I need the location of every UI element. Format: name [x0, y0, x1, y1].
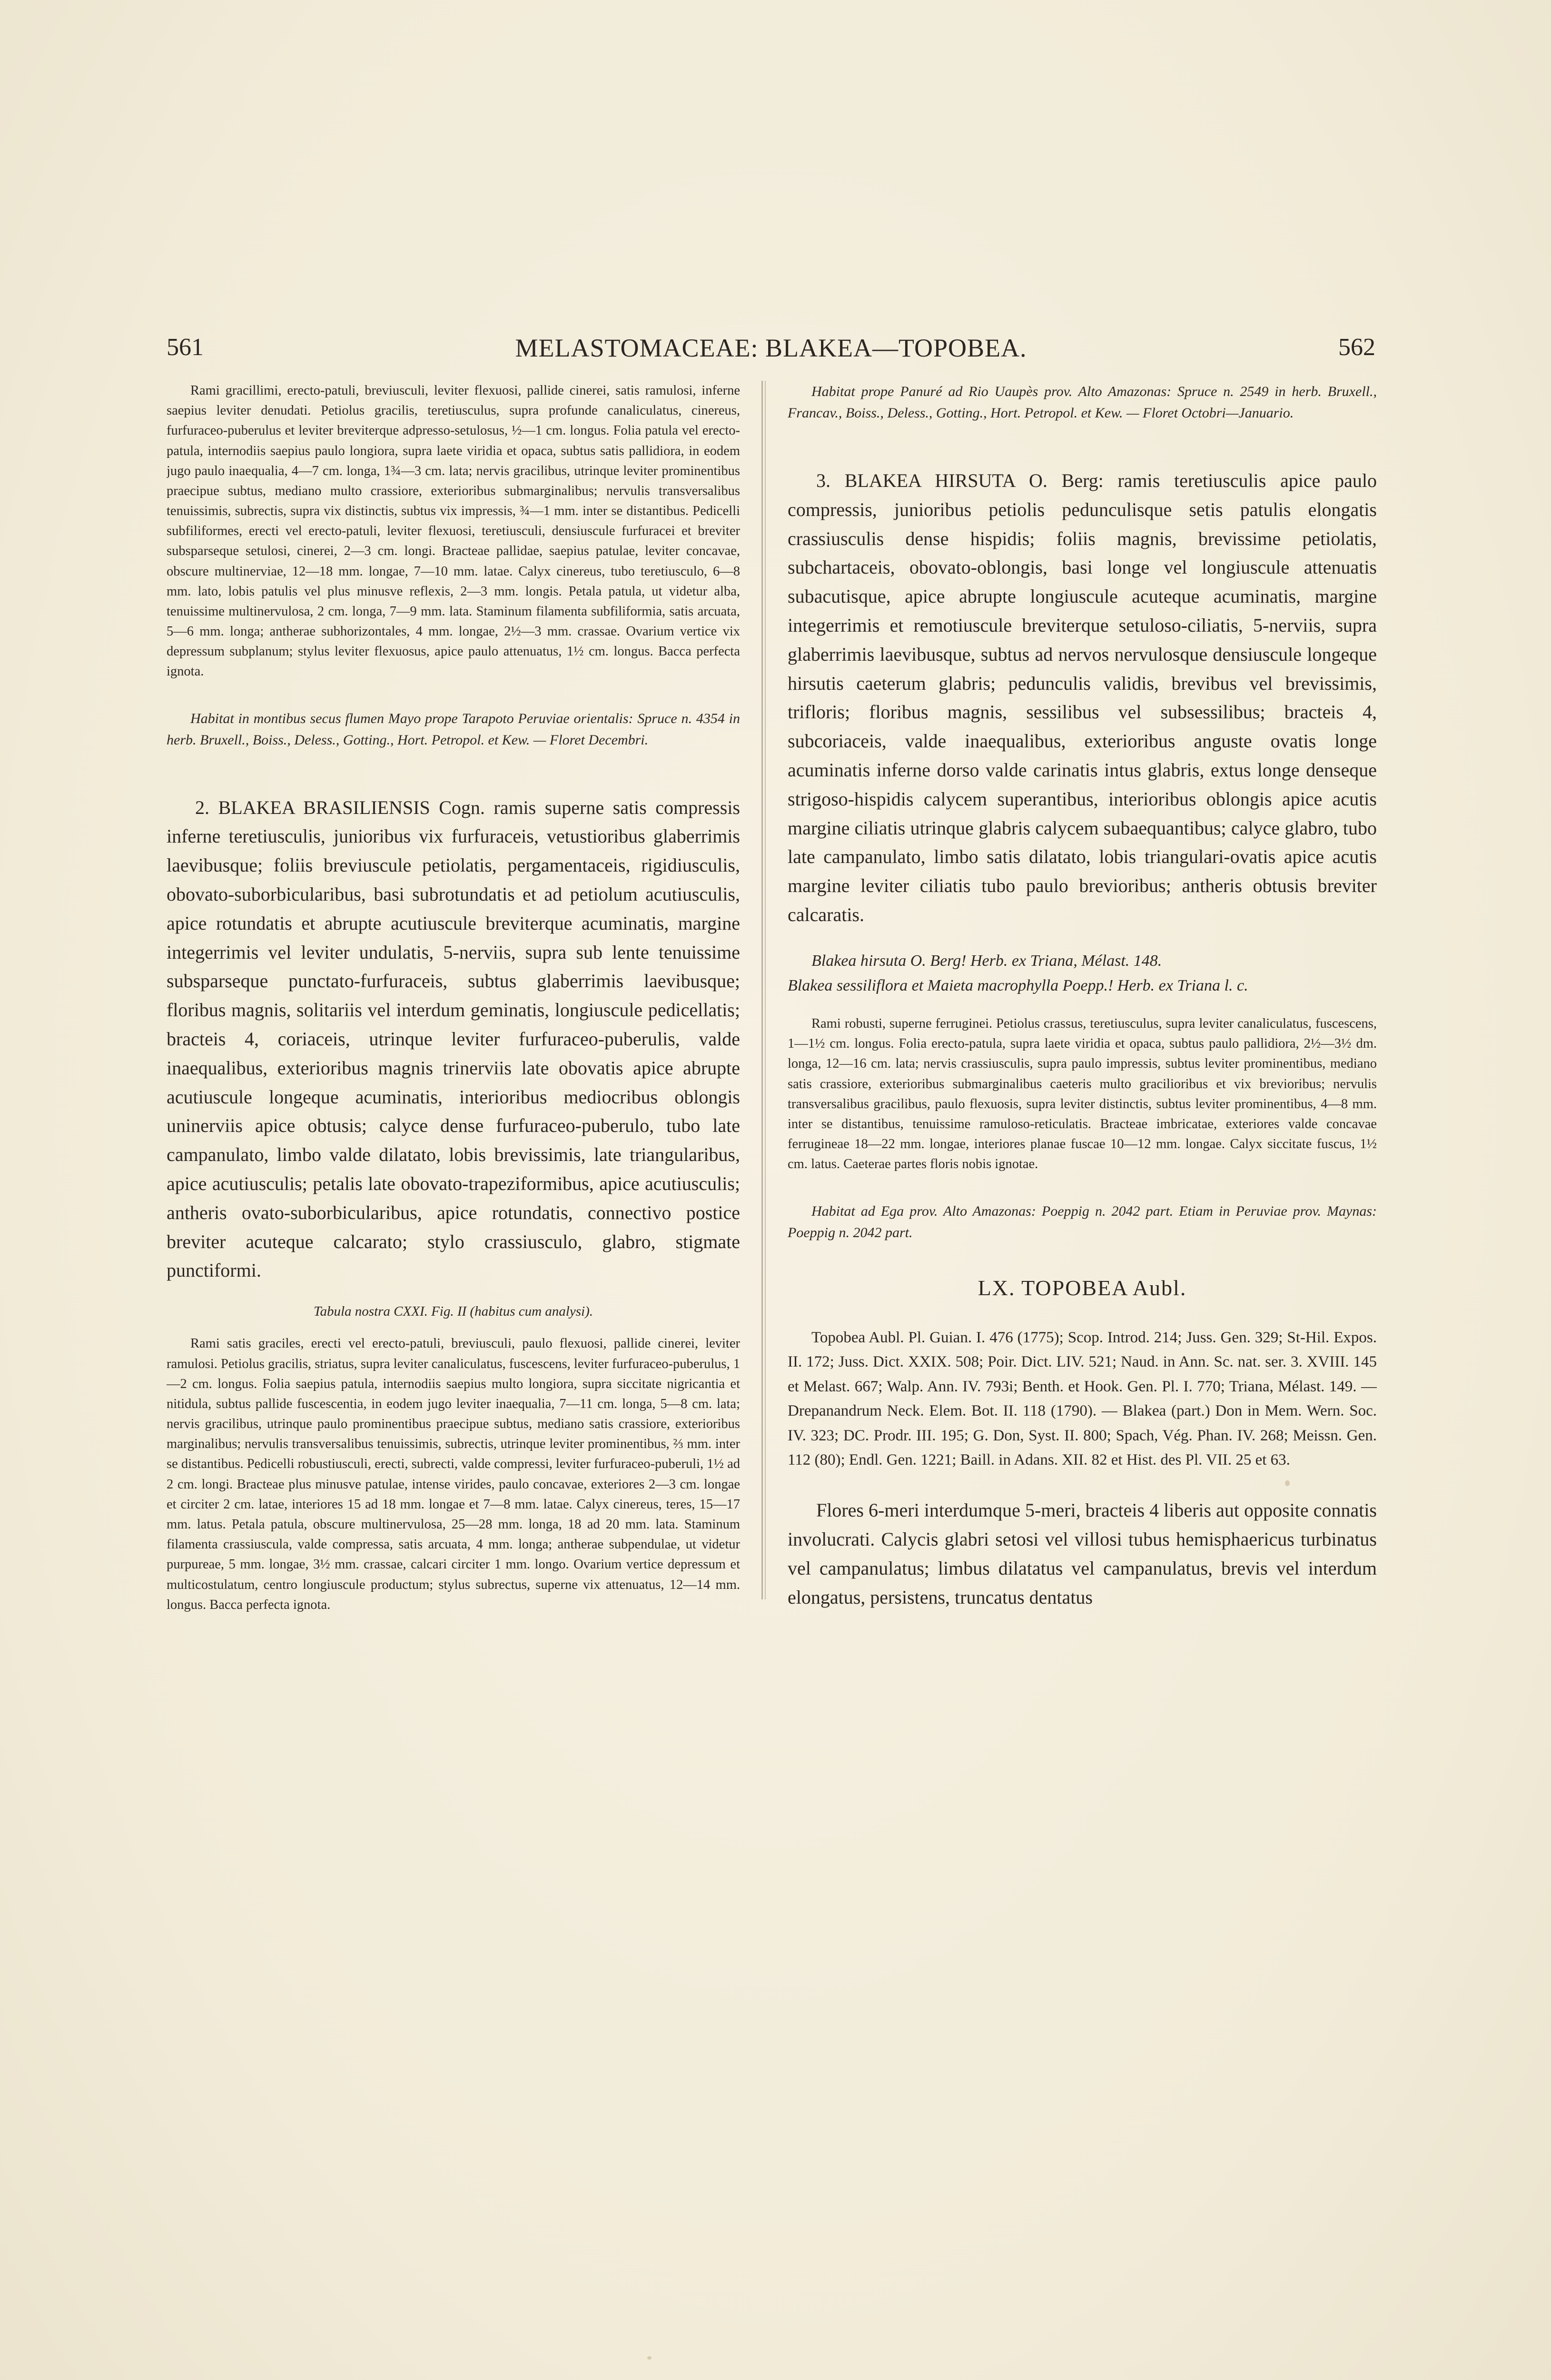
- running-header: [167, 333, 1375, 371]
- species-diagnosis: 2. BLAKEA BRASILIENSIS Cogn. ramis superne satis compressis inferne teretiusculis, junioribus vix furfuraceis, vetustioribus glaberrimis laevibusque; foliis breviuscule petiolatis, pergamentaceis, rigidiusculis, obovato-suborbicularibus, basi subrotundatis et ad petiolum acutiusculis, apice rotundatis et abrupte acutiuscule breviterque acuminatis, margine integerrimis vel leviter undulatis, 5-nerviis, supra sub lente tenuissime subsparseque punctato-furfuraceis, subtus glaberrimis laevibusque; floribus magnis, solitariis vel interdum geminatis, longiuscule pedicellatis; bracteis 4, coriaceis, utrinque leviter furfuraceo-puberulis, valde inaequalibus, exterioribus magnis trinerviis late obovatis apice abrupte acutiuscule longeque acuminatis, interioribus mediocribus oblongis uninerviis apice obtusis; calyce dense furfuraceo-puberulo, tubo late campanulato, limbo valde dilatato, lobis brevissimis, late triangularibus, apice acutiusculis; petalis late obovato-trapeziformibus, apice acutiusculis; antheris ovato-suborbicularibus, apice rotundatis, connectivo postice breviter acuteque calcarato; stylo crassiusculo, glabro, stigmate punctiformi.: [167, 796, 740, 1281]
- habitat-note: Habitat in montibus secus flumen Mayo prope Tarapoto Peruviae orientalis: Spruce n. 4354 in herb. Bruxell., Boiss., Deless., Gotting., Hort. Petropol. et Kew. — Floret Decembri.: [167, 710, 740, 748]
- page-number-left: 561: [167, 334, 204, 361]
- right-column: [788, 381, 1377, 2104]
- description-paragraph: Rami robusti, superne ferruginei. Petiolus crassus, teretiusculus, supra leviter canaliculatus, fuscescens, 1—1½ cm. longus. Folia erecto-patula, supra laete viridia et opaca, subtus paulo pallidiora, 2½—3½ dm. longa, 12—16 cm. lata; nervis crassiusculis, supra paulo impressis, subtus leviter prominentibus, mediano satis crassiore, exterioribus submarginalibus caeteris multo gracilioribus et vix brevioribus; nervulis transversalibus gracilibus, paulo flexuosis, supra leviter distinctis, subtus leviter prominentibus, 4—8 mm. inter se distantibus, tenuissime ramuloso-reticulatis. Bracteae imbricatae, exteriores valde concavae ferrugineae 18—22 mm. longae, interiores planae fuscae 10—12 mm. longae. Calyx siccitate fuscus, 1½ cm. latus. Caeterae partes floris nobis ignotae.: [788, 1016, 1377, 1172]
- description-paragraph: Rami satis graciles, erecti vel erecto-patuli, breviusculi, paulo flexuosi, pallide cinerei, leviter ramulosi. Petiolus gracilis, striatus, supra leviter canaliculatus, fuscescens, leviter furfuraceo-puberulus, 1—2 cm. longus. Folia saepius patula, internodiis saepius multo longiora, supra siccitate nigricantia et nitidula, subtus pallide fuscescentia, in eodem jugo leviter inaequalia, 7—11 cm. longa, 5—8 cm. lata; nervis gracilibus, utrinque paulo prominentibus praecipue subtus, mediano satis crassiore, exterioribus marginalibus; nervulis transversalibus tenuissimis, subrectis, utrinque leviter prominentibus, ⅔ mm. inter se distantibus. Pedicelli robustiusculi, erecti, subrecti, valde compressi, leviter furfuraceo-puberuli, 1½ ad 2 cm. longi. Bracteae plus minusve patulae, intense virides, paulo concavae, exteriores 2—3 cm. longae et circiter 2 cm. latae, interiores 15 ad 18 mm. longae et 7—8 mm. latae. Calyx cinereus, teres, 15—17 mm. latus. Petala patula, obscure multinervulosa, 25—28 mm. longa, 18 ad 20 mm. lata. Staminum filamenta crassiuscula, valde compressa, satis arcuata, 4 mm. longa; antherae subpendulae, ut videtur purpureae, 5 mm. longae, 3½ mm. crassae, calcari circiter 1 mm. longo. Ovarium vertice depressum et multicostulatum, centro longiuscule productum; stylus subrectus, superne vix attenuatus, 12—14 mm. longus. Bacca perfecta ignota.: [167, 1336, 740, 1612]
- synonym-2: Blakea sessiliflora et Maieta macrophylla Poepp.! Herb. ex Triana l. c.: [788, 977, 1248, 995]
- species-diagnosis: 3. BLAKEA HIRSUTA O. Berg: ramis teretiusculis apice paulo compressis, junioribus petiolis pedunculisque setis patulis elongatis crassiusculis dense hispidis; foliis magnis, brevissime petiolatis, subchartaceis, obovato-oblongis, basi longe vel longiuscule attenuatis subacutisque, apice abrupte longiuscule acuteque acuminatis, margine integerrimis et remotiuscule breviterque setuloso-ciliatis, 5-nerviis, supra glaberrimis laevibusque, subtus ad nervos nervulosque densiuscule longeque hirsutis caeterum glabris; pedunculis validis, brevibus vel brevissimis, trifloris; floribus magnis, sessilibus vel subsessilibus; bracteis 4, subcoriaceis, valde inaequalibus, exterioribus anguste ovatis longe acuminatis inferne dorso valde carinatis intus glabris, extus longe denseque strigoso-hispidis calycem superantibus, interioribus oblongis apice acutis margine ciliatis utrinque glabris calycem subaequantibus; calyce glabro, tubo late campanulato, limbo satis dilatato, lobis triangulari-ovatis apice acutis margine leviter ciliatis tubo paulo brevioribus; antheris obtusis breviter calcaratis.: [788, 470, 1377, 925]
- synonym-1: Blakea hirsuta O. Berg! Herb. ex Triana, Mélast. 148.: [811, 952, 1162, 970]
- paper-stain: [647, 2356, 652, 2360]
- column-rule-secondary: [765, 381, 766, 1599]
- page-number-right: 562: [1338, 334, 1375, 361]
- habitat-note: Habitat prope Panuré ad Rio Uaupès prov. Alto Amazonas: Spruce n. 2549 in herb. Bruxell., Francav., Boiss., Deless., Gotting., Hort. Petropol. et Kew. — Floret Octobri—Januario.: [788, 384, 1377, 421]
- paper-stain: [1285, 1480, 1290, 1486]
- running-title: MELASTOMACEAE: BLAKEA—TOPOBEA.: [515, 334, 1027, 362]
- description-paragraph: Rami gracillimi, erecto-patuli, breviusculi, leviter flexuosi, pallide cinerei, satis ramulosi, inferne saepius leviter denudati. Petiolus gracilis, teretiusculus, supra profunde canaliculatus, cinereus, furfuraceo-puberulus et leviter breviterque adpresso-setulosus, ½—1 cm. longus. Folia patula vel erecto-patula, internodiis saepius paulo longiora, supra laete viridia et opaca, subtus satis pallidiora, in eodem jugo paulo inaequalia, 4—7 cm. longa, 1¾—3 cm. lata; nervis gracilibus, utrinque leviter prominentibus praecipue subtus, mediano multo crassiore, exterioribus submarginalibus; nervulis transversalibus tenuissimis, subrectis, supra vix distinctis, subtus vix impressis, ¾—1 mm. inter se distantibus. Pedicelli subfiliformes, erecti vel erecto-patuli, leviter flexuosi, teretiusculi, densiuscule furfuracei et breviter subsparseque setulosi, cinerei, 2—3 cm. longi. Bracteae pallidae, saepius patulae, leviter concavae, obscure multinerviae, 12—18 mm. longae, 7—10 mm. latae. Calyx cinereus, tubo teretiusculo, 6—8 mm. lato, lobis patulis vel plus minusve reflexis, 2—3 mm. longis. Petala patula, ut videtur alba, tenuissime multinervulosa, 2 cm. longa, 7—9 mm. lata. Staminum filamenta subfiliformia, satis arcuata, 5—6 mm. longa; antherae subhorizontales, 4 mm. longae, 2½—3 mm. crassae. Ovarium vertice vix depressum subplanum; stylus leviter flexuosus, apice paulo attenuatus, 1½ cm. longus. Bacca perfecta ignota.: [167, 383, 740, 679]
- synonym-line: [788, 949, 1377, 999]
- genus-description: Flores 6-meri interdumque 5-meri, bracteis 4 liberis aut opposite connatis involucrati. Calycis glabri setosi vel villosi tubus hemisphaericus turbinatus vel campanulatus; limbus dilatatus vel campanulatus, brevis vel interdum elongatus, persistens, truncatus dentatus: [788, 1499, 1377, 1608]
- paper-stain: [964, 1540, 968, 1544]
- habitat-note: Habitat ad Ega prov. Alto Amazonas: Poeppig n. 2042 part. Etiam in Peruviae prov. Maynas: Poeppig n. 2042 part.: [788, 1203, 1377, 1240]
- left-column: [167, 381, 740, 2104]
- genus-references: Topobea Aubl. Pl. Guian. I. 476 (1775); Scop. Introd. 214; Juss. Gen. 329; St-Hil. Expos. II. 172; Juss. Dict. XXIX. 508; Poir. Dict. LIV. 521; Naud. in Ann. Sc. nat. ser. 3. XVIII. 145 et Melast. 667; Walp. Ann. IV. 793i; Benth. et Hook. Gen. Pl. I. 770; Triana, Mélast. 149. — Drepanandrum Neck. Elem. Bot. II. 118 (1790). — Blakea (part.) Don in Mem. Wern. Soc. IV. 323; DC. Prodr. III. 195; G. Don, Syst. II. 800; Spach, Vég. Phan. IV. 268; Meissn. Gen. 112 (80); Endl. Gen. 1221; Baill. in Adans. XII. 82 et Hist. des Pl. VII. 25 et 63.: [788, 1329, 1377, 1468]
- genus-heading: LX. TOPOBEA Aubl.: [978, 1275, 1187, 1300]
- column-rule: [761, 381, 763, 1599]
- plate-reference: Tabula nostra CXXI. Fig. II (habitus cum analysi).: [314, 1304, 593, 1319]
